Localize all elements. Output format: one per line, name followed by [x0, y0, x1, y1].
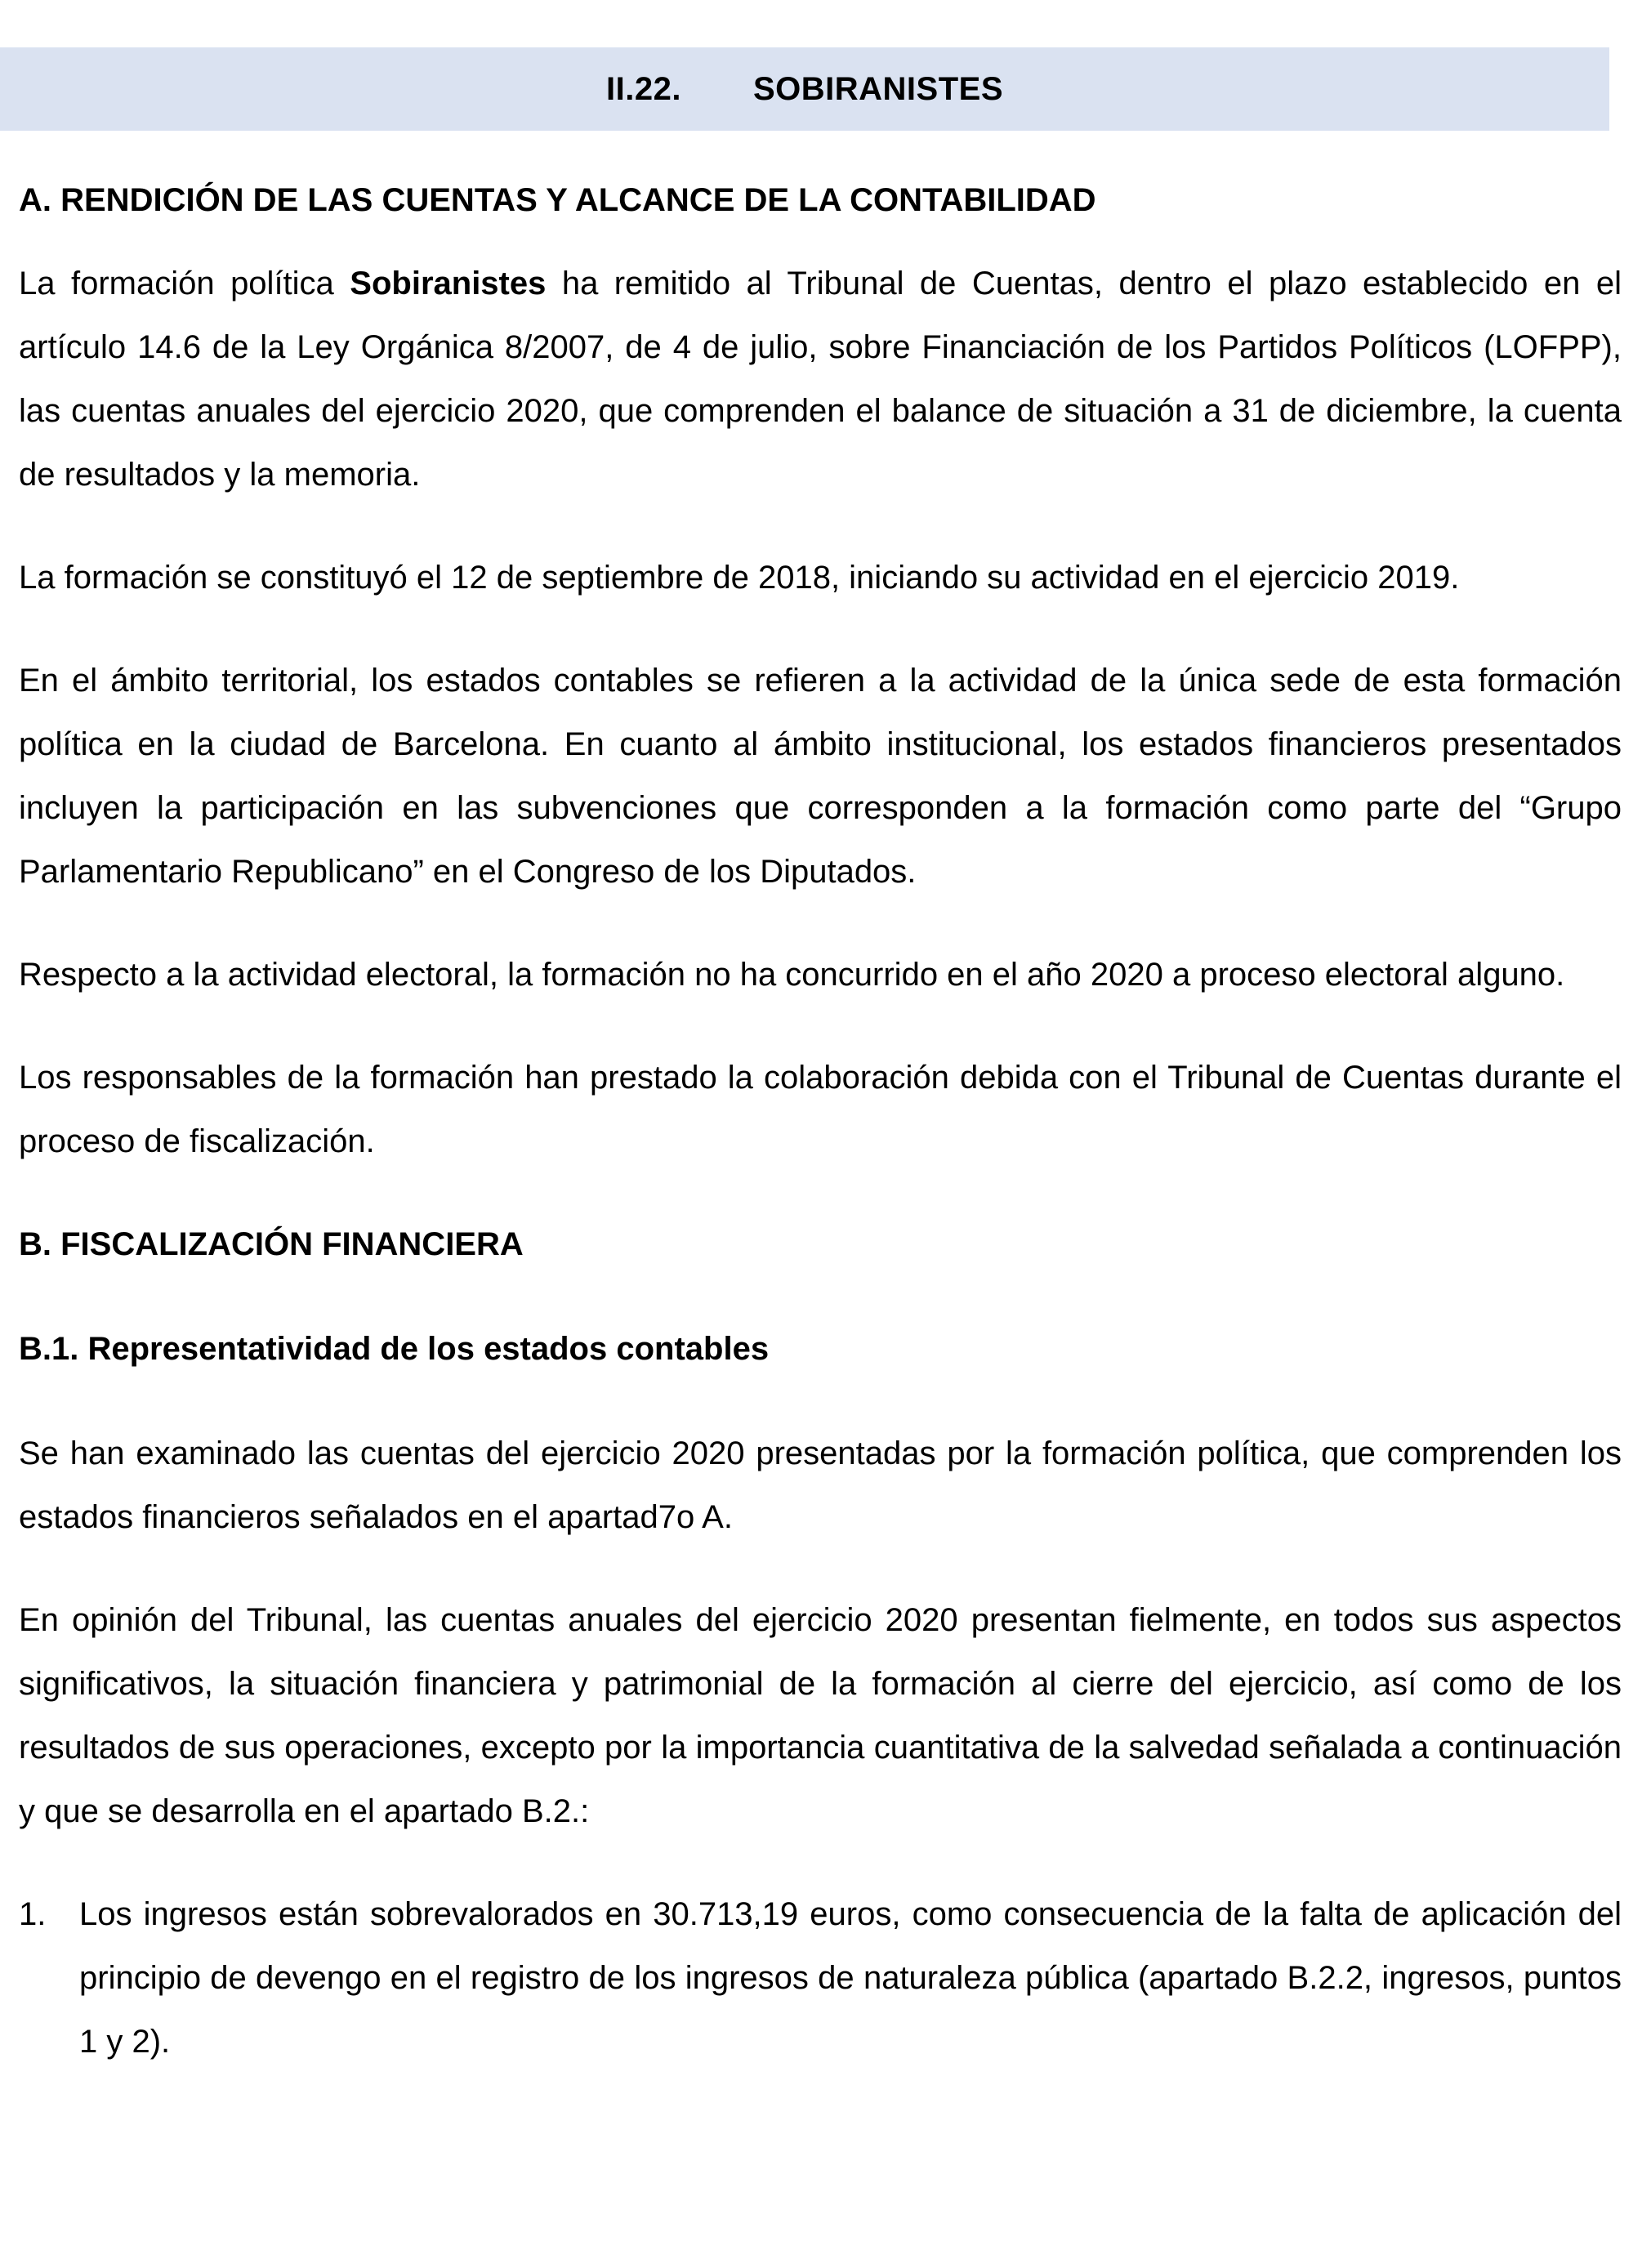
list-item	[19, 1882, 1622, 2074]
paragraph-constitution: La formación se constituyó el 12 de septiembre de 2018, iniciando su actividad en el ejercicio 2019.	[19, 560, 1460, 596]
paragraph-submission	[19, 252, 1622, 507]
party-name: Sobiranistes	[350, 266, 547, 301]
paragraph-territorial-scope: En el ámbito territorial, los estados contables se refieren a la actividad de la única sede de esta formación política en la ciudad de Barcelona. En cuanto al ámbito institucional, los estados financieros presentados incluyen la participación en las subvenciones que corresponden a la formación como parte del “Grupo Parlamentario Republicano” en el Congreso de los Diputados.	[19, 663, 1622, 890]
paragraph-opinion: En opinión del Tribunal, las cuentas anuales del ejercicio 2020 presentan fielmente, en todos sus aspectos significativos, la situación financiera y patrimonial de la formación al cierre del ejercicio, así como de los resultados de sus operaciones, excepto por la importancia cuantitativa de la salvedad señalada a continuación y que se desarrolla en el apartado B.2.:	[19, 1602, 1622, 1829]
paragraph-submission-start: La formación política	[19, 266, 350, 301]
paragraph-examination: Se han examinado las cuentas del ejercicio 2020 presentadas por la formación política, que comprenden los estados financieros señalados en el apartad7o A.	[19, 1435, 1622, 1535]
document-body	[19, 168, 1622, 2074]
list-item-text: Los ingresos están sobrevalorados en 30.713,19 euros, como consecuencia de la falta de aplicación del principio de devengo en el registro de los ingresos de naturaleza pública (apartado B.2.2, ingresos, puntos 1 y 2).	[79, 1896, 1622, 2060]
section-a-heading: A. RENDICIÓN DE LAS CUENTAS Y ALCANCE DE LA CONTABILIDAD	[19, 182, 1096, 218]
section-title: SOBIRANISTES	[752, 70, 1003, 107]
section-b1-heading: B.1. Representatividad de los estados contables	[19, 1331, 770, 1367]
paragraph-submission-rest: ha remitido al Tribunal de Cuentas, dentro el plazo establecido en el artículo 14.6 de la Ley Orgánica 8/2007, de 4 de julio, sobre Financiación de los Partidos Políticos (LOFPP), las cuentas anuales del ejercicio 2020, que comprenden el balance de situación a 31 de diciembre, la cuenta de resultados y la memoria.	[19, 266, 1622, 493]
paragraph-electoral-activity: Respecto a la actividad electoral, la formación no ha concurrido en el año 2020 a proceso electoral alguno.	[19, 957, 1565, 993]
section-title-band	[0, 47, 1609, 131]
section-number: II.22.	[606, 70, 681, 107]
section-b-heading: B. FISCALIZACIÓN FINANCIERA	[19, 1226, 524, 1262]
qualification-list	[19, 1882, 1622, 2074]
list-item-number: 1.	[19, 1896, 47, 1932]
paragraph-collaboration: Los responsables de la formación han prestado la colaboración debida con el Tribunal de Cuentas durante el proceso de fiscalización.	[19, 1060, 1622, 1159]
